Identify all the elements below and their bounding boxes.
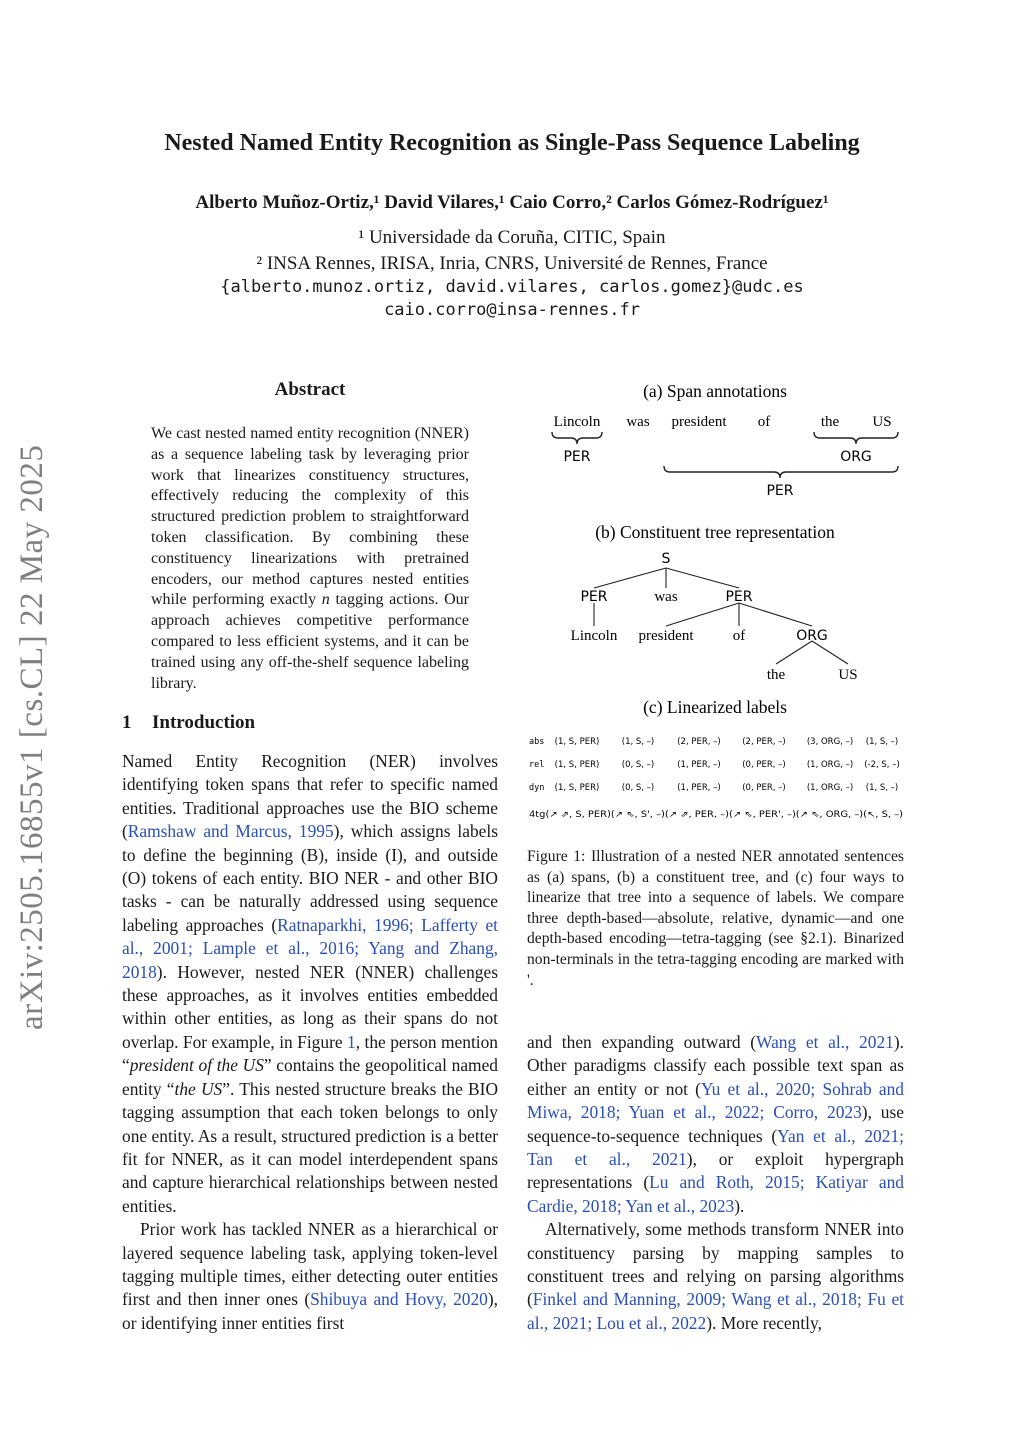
abstract-text-2: tagging actions. Our approach achieves competitive performance compared to less efficient systems, and it can be trained using any off-the-shelf sequence labeling library. — [151, 591, 469, 692]
intro-column-right — [527, 1031, 904, 1335]
affiliation-2: ² INSA Rennes, IRISA, Inria, CNRS, Université de Rennes, France — [256, 253, 768, 274]
citation-link[interactable]: Ramshaw and Marcus, 1995 — [127, 821, 334, 842]
figure-1 — [520, 375, 920, 830]
encoding-label: (1, PER, –) — [677, 783, 721, 793]
tree-node-per-right: PER — [725, 589, 753, 605]
figure-reference-link[interactable]: 1 — [347, 1031, 356, 1052]
citation-link[interactable]: Wang et al., 2021 — [756, 1032, 894, 1052]
figure-c-label: (c) Linearized labels — [643, 697, 787, 717]
citation-link[interactable]: Lou et al., 2022 — [596, 1312, 707, 1333]
token-of: of — [757, 414, 771, 430]
tree-node-s: S — [661, 551, 671, 567]
citation-link[interactable]: Lafferty et al., 2001 — [122, 914, 499, 959]
encoding-row-dyn — [529, 783, 898, 793]
encoding-label: (1, ORG, –) — [806, 760, 854, 770]
token-the: the — [820, 414, 840, 430]
abstract-body — [151, 424, 469, 694]
email-line-1: {alberto.munoz.ortiz, david.vilares, carlos.gomez}@udc.es — [220, 277, 804, 297]
citation-link[interactable]: Lample et al., 2016 — [202, 938, 355, 959]
citation-link[interactable]: Yu et al., 2020 — [700, 1078, 811, 1099]
tree-leaf-president: president — [638, 628, 694, 644]
span-label-per-1: PER — [563, 449, 591, 465]
encoding-label: (-2, S, –) — [864, 760, 900, 770]
citation-link[interactable]: Ratnaparkhi, 1996 — [277, 914, 409, 935]
author-list: Alberto Muñoz-Ortiz,¹ David Vilares,¹ Caio Corro,² Carlos Gómez-Rodríguez¹ — [195, 192, 829, 213]
encoding-label: (1, PER, –) — [677, 760, 721, 770]
intro-paragraph-1: Named Entity Recognition (NER) involves identifying token spans that refer to specific named entities. Traditional approaches use the BIO scheme (Ramshaw and Marcus, 1995), which assigns labels to define the beginning (B), inside (I), and outside (O) tokens of each entity. BIO NER - and other BIO tasks - can be naturally addressed using sequence labeling approaches (Ratnaparkhi, 1996; Lafferty et al., 2001; Lample et al., 2016; Yang and Zhang, 2018). However, nested NER (NNER) challenges these approaches, as it involves entities embedded within other entities, as long as their spans do not overlap. For example, in Figure 1, the person mention “president of the US” contains the geopolitical named entity “the US”. This nested structure breaks the BIO tagging assumption that each token belongs to only one entity. As a result, structured prediction is a better fit for NNER, as it can model interdependent spans and capture hierarchical relationships between nested entities. — [122, 751, 499, 1216]
tree-leaf-of: of — [732, 628, 746, 644]
encoding-label: (1, S, –) — [621, 737, 655, 747]
tree-node-org: ORG — [796, 628, 828, 644]
token-lincoln: Lincoln — [553, 414, 601, 430]
tree-node-per-left: PER — [580, 589, 608, 605]
encoding-label: (2, PER, –) — [677, 737, 721, 747]
intro-column-left — [122, 750, 498, 1335]
citation-link[interactable]: Yang and Zhang, 2018 — [122, 938, 498, 982]
encoding-label: (1, S, PER) — [554, 737, 600, 747]
encoding-label: (1, S, –) — [865, 737, 899, 747]
token-was: was — [626, 414, 650, 430]
citation-link[interactable]: Corro, 2023 — [773, 1102, 862, 1123]
citation-link[interactable]: Yan et al., 2021 — [777, 1125, 900, 1146]
encoding-label: (3, ORG, –) — [806, 737, 854, 747]
encoding-label: (0, S, –) — [621, 783, 655, 793]
tree-edges — [594, 568, 848, 664]
citation-link[interactable]: Sohrab and Miwa, 2018 — [527, 1078, 904, 1123]
figure-b-label: (b) Constituent tree representation — [595, 522, 835, 542]
email-line-2: caio.corro@insa-rennes.fr — [384, 300, 640, 320]
tree-leaf-the: the — [766, 667, 786, 683]
paper-title: Nested Named Entity Recognition as Single-Pass Sequence Labeling — [164, 130, 860, 156]
citation-link[interactable]: Yuan et al., 2022 — [628, 1102, 760, 1123]
encoding-name: dyn — [529, 783, 545, 793]
encoding-row-abs — [529, 737, 898, 747]
citation-link[interactable]: Fu et al., 2021 — [527, 1289, 904, 1333]
encoding-label: (0, PER, –) — [742, 783, 786, 793]
brace-per-lincoln — [552, 432, 602, 444]
tree-leaf-was: was — [654, 589, 678, 605]
citation-link[interactable]: Shibuya and Hovy, 2020 — [310, 1289, 488, 1310]
encoding-label: (1, S, –) — [865, 783, 899, 793]
figure-a-label: (a) Span annotations — [643, 381, 787, 401]
encoding-label: (0, S, –) — [621, 760, 655, 770]
right-paragraph-2: Alternatively, some methods transform NNER into constituency parsing by mapping samples to constituent trees and relying on parsing algorithms (Finkel and Manning, 2009; Wang et al., 2018; Fu et al., 2021; Lou et al., 2022). More recently, — [527, 1219, 904, 1333]
span-label-org: ORG — [840, 449, 872, 465]
abstract-heading: Abstract — [274, 379, 346, 400]
citation-link[interactable]: Katiyar and Cardie, 2018 — [527, 1172, 904, 1216]
section-heading — [122, 712, 255, 734]
citation-link[interactable]: Wang et al., 2018 — [731, 1289, 857, 1310]
token-us: US — [872, 414, 892, 430]
section-number: 1 — [122, 712, 132, 733]
affiliation-1: ¹ Universidade da Coruña, CITIC, Spain — [358, 227, 666, 248]
encoding-name: abs — [529, 737, 545, 747]
encoding-row-rel — [529, 760, 900, 770]
brace-org-the-us — [814, 432, 898, 444]
encoding-label: (2, PER, –) — [742, 737, 786, 747]
citation-link[interactable]: Tan et al., 2021 — [527, 1149, 687, 1170]
right-paragraph-1: and then expanding outward (Wang et al., 2021). Other paradigms classify each possible text span as either an entity or not (Yu et al., 2020; Sohrab and Miwa, 2018; Yuan et al., 2022; Corro, 2023), use sequence-to-sequence techniques (Yan et al., 2021; Tan et al., 2021), or exploit hypergraph representations (Lu and Roth, 2015; Katiyar and Cardie, 2018; Yan et al., 2023). — [527, 1032, 904, 1216]
figure-caption: Figure 1: Illustration of a nested NER annotated sentences as (a) spans, (b) a constituent tree, and (c) four ways to linearize that tree into a sequence of labels. We compare three depth-based—absolute, relative, dynamic—and one depth-based encoding—tetra-tagging (see §2.1). Binarized non-terminals in the tetra-tagging encoding are marked with '. — [527, 848, 904, 989]
encoding-label: (0, PER, –) — [742, 760, 786, 770]
abstract-text-1: We cast nested named entity recognition (NNER) as a sequence labeling task by leveraging prior work that linearizes constituency structures, effectively reducing the complexity of this structured prediction problem to straightforward token classification. By combining these constituency linearizations with pretrained encoders, our method captures nested entities while performing exactly — [151, 425, 469, 609]
brace-per-president — [664, 466, 898, 478]
encoding-name: rel — [529, 760, 545, 770]
tree-leaf-lincoln: Lincoln — [570, 628, 618, 644]
citation-link[interactable]: Finkel and Manning, 2009 — [532, 1289, 722, 1310]
encoding-label: (1, S, PER) — [554, 783, 600, 793]
citation-link[interactable]: Lu and Roth, 2015 — [649, 1172, 800, 1193]
intro-paragraph-2: Prior work has tackled NNER as a hierarchical or layered sequence labeling task, applying token-level tagging multiple times, either detecting outer entities first and then inner ones (Shibuya and Hovy, 2020), or identifying inner entities first — [122, 1219, 498, 1333]
tree-leaf-us: US — [838, 667, 858, 683]
section-title: Introduction — [152, 712, 256, 733]
token-president: president — [671, 414, 727, 430]
span-label-per-2: PER — [766, 483, 794, 499]
arxiv-stamp: arXiv:2505.16855v1 [cs.CL] 22 May 2025 — [14, 444, 50, 1030]
citation-link[interactable]: Yan et al., 2023 — [625, 1195, 735, 1216]
encoding-label: (1, S, PER) — [554, 760, 600, 770]
encoding-label: (1, ORG, –) — [806, 783, 854, 793]
abstract-n: n — [321, 591, 330, 609]
tetra-tagging-row: 4tg(↗ ⇗, S, PER)(↗ ⇖, S', –)(↗ ⇗, PER, –)(↗ ⇖, PER', –)(↗ ⇖, ORG, –)(↖, S, –) — [529, 810, 903, 820]
